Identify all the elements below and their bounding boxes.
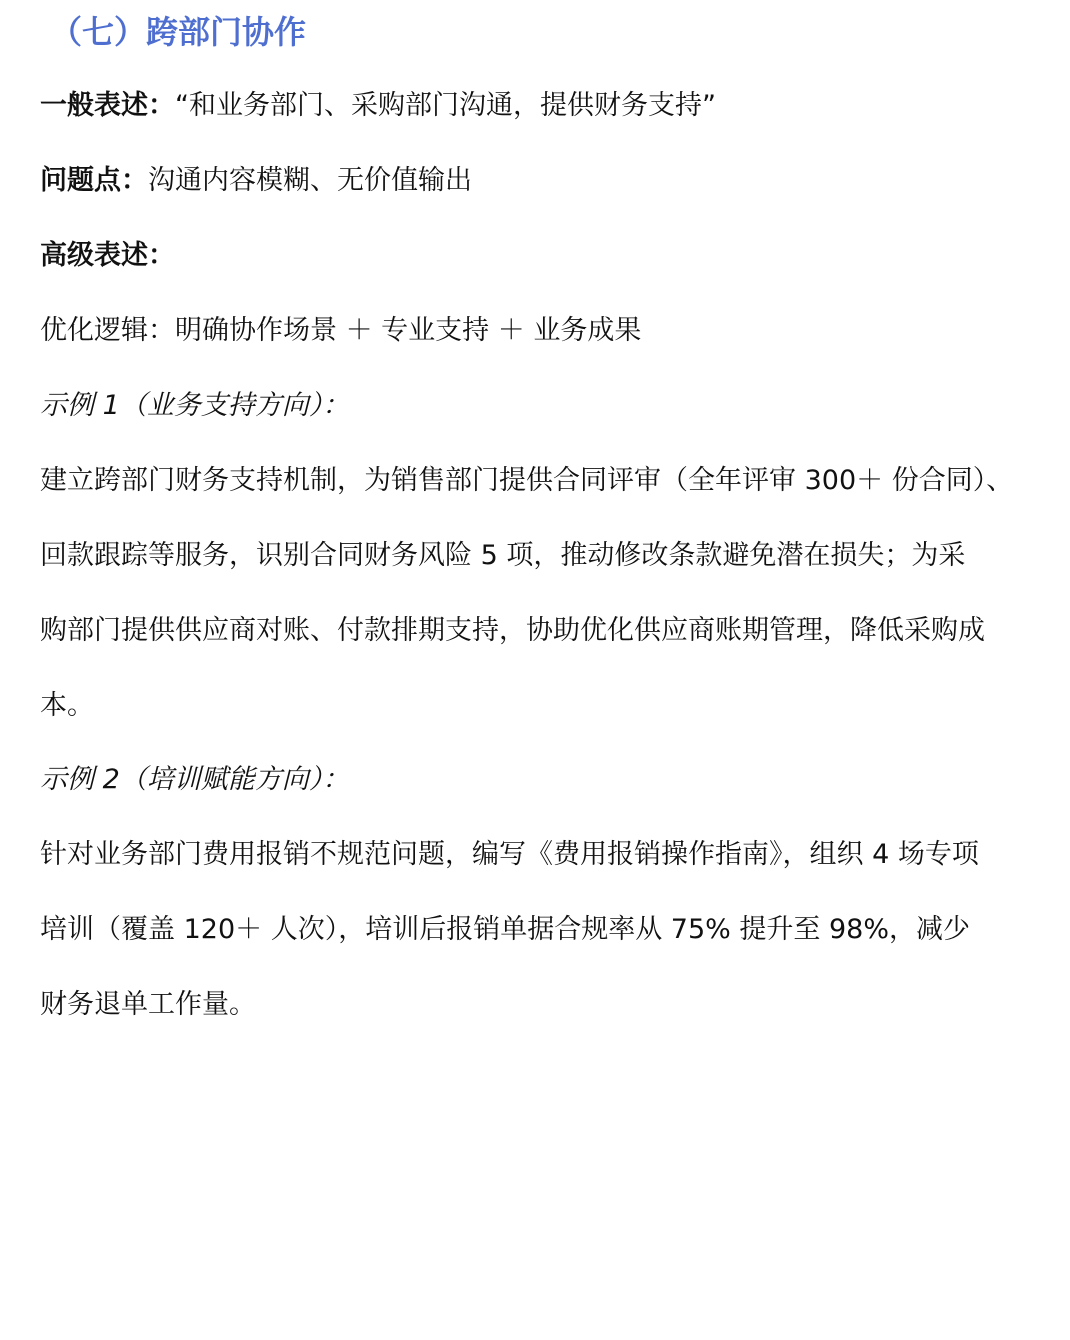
example-1-line: 购部门提供供应商对账、付款排期支持，协助优化供应商账期管理，降低采购成 [40, 615, 985, 646]
optimization-logic: 优化逻辑：明确协作场景 ＋ 专业支持 ＋ 业务成果 [40, 315, 642, 346]
example-1-line: 回款跟踪等服务，识别合同财务风险 5 项，推动修改条款避免潜在损失；为采 [40, 540, 966, 571]
general-statement-text: “和业务部门、采购部门沟通，提供财务支持” [175, 90, 716, 121]
problem-statement [40, 161, 472, 201]
example-2-line: 针对业务部门费用报销不规范问题，编写《费用报销操作指南》，组织 4 场专项 [40, 839, 979, 870]
example-1-heading: 示例 1（业务支持方向）： [40, 390, 350, 421]
problem-text: 沟通内容模糊、无价值输出 [148, 165, 472, 196]
example-1-line: 本。 [40, 690, 94, 721]
example-1-line: 建立跨部门财务支持机制，为销售部门提供合同评审（全年评审 300＋ 份合同）、 [40, 465, 1014, 496]
example-2-line: 培训（覆盖 120＋ 人次），培训后报销单据合规率从 75% 提升至 98%，减少 [40, 914, 970, 945]
advanced-statement-label: 高级表述： [40, 240, 175, 271]
example-2-heading: 示例 2（培训赋能方向）： [40, 764, 350, 795]
section-title: （七）跨部门协作 [50, 13, 307, 51]
general-statement [40, 86, 716, 126]
problem-label: 问题点： [40, 165, 148, 196]
general-statement-label: 一般表述： [40, 90, 175, 121]
example-2-line: 财务退单工作量。 [40, 989, 256, 1020]
